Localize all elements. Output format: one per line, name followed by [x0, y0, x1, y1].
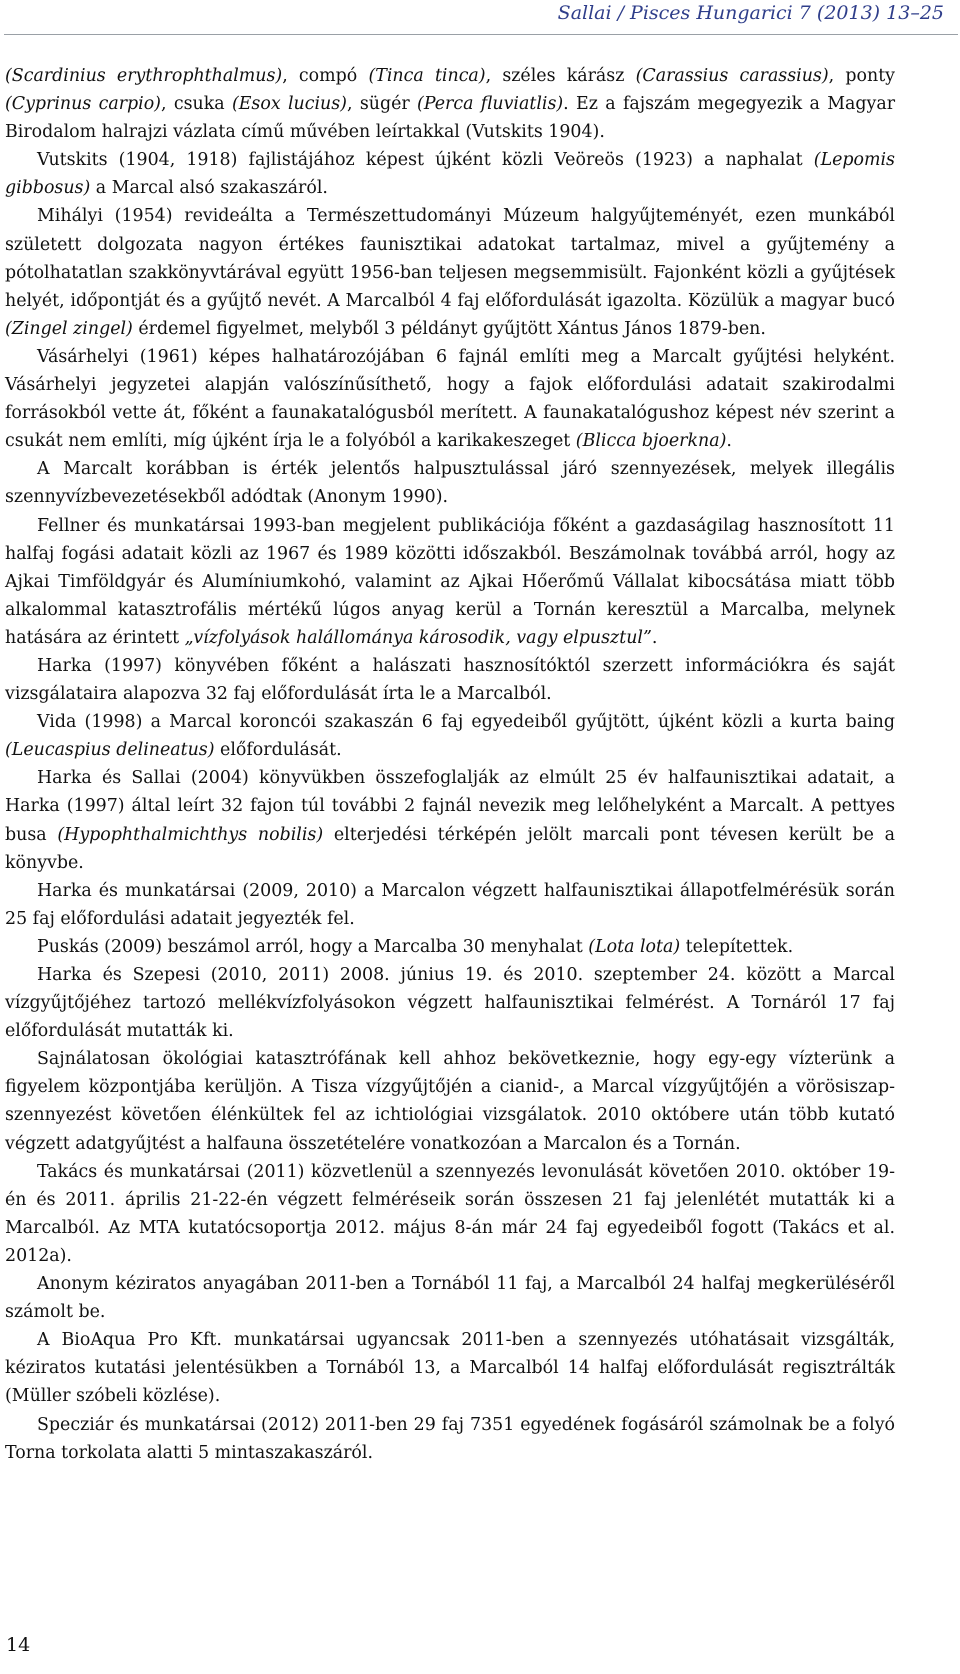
italic-text: (Blicca bjoerkna): [575, 431, 727, 452]
paragraph: [5, 933, 895, 961]
text-run: a Marcal alsó szakaszáról.: [90, 178, 328, 199]
paragraph: [5, 1326, 895, 1410]
text-run: Fellner és munkatársai 1993-ban megjelent publikációja főként a gazdaságilag hasznosított 11 halfaj fogási adatait közli az 1967 és 1989 közötti időszakból. Beszámolnak továbbá arról, hogy az Ajkai Timföldgyár és Alumíniumkohó, valamint az Ajkai Hőerőmű Vállalat kibocsátása miatt több alkalommal katasztrofális mértékű lúgos anyag kerül a Tornán keresztül a Marcalba, melynek hatására az érintett: [5, 515, 895, 648]
italic-text: (Esox lucius): [231, 94, 347, 115]
paragraph: [5, 202, 895, 342]
text-run: Specziár és munkatársai (2012) 2011-ben 29 faj 7351 egyedének fogásáról számolnak be a folyó Torna torkolata alatti 5 mintaszakaszáról.: [5, 1414, 895, 1463]
text-run: Sajnálatosan ökológiai katasztrófának kell ahhoz bekövetkeznie, hogy egy-egy vízterünk a figyelem központjába kerüljön. A Tisza vízgyűjtőjén a cianid-, a Marcal vízgyűjtőjén a vörösiszap-szennyezést követően élénkültek fel az ichtiológiai vizsgálatok. 2010 októbere után több kutató végzett adatgyűjtést a halfauna összetételére vonatkozóan a Marcalon és a Tornán.: [5, 1049, 895, 1154]
paragraph: [5, 146, 895, 202]
paragraph: [5, 877, 895, 933]
italic-text: (Carassius carassius): [635, 66, 829, 86]
paragraph: [5, 708, 895, 764]
italic-text: (Leucaspius delineatus): [5, 740, 215, 761]
paragraph: [5, 961, 895, 1045]
italic-text: „vízfolyások halállománya károsodik, vagy elpusztul”: [184, 627, 652, 648]
paragraph: [5, 764, 895, 876]
text-run: .: [726, 431, 732, 452]
text-run: Puskás (2009) beszámol arról, hogy a Marcalba 30 menyhalat: [37, 936, 589, 957]
italic-text: (Lepomis gibbosus): [5, 150, 895, 199]
italic-text: (Hypophthalmichthys nobilis): [57, 824, 324, 845]
text-run: A Marcalt korábban is érték jelentős halpusztulással járó szennyezések, melyek illegális szennyvízbevezetésekből adódtak (Anonym 1990).: [5, 459, 895, 508]
header-rule: [4, 34, 958, 35]
running-head: Sallai / Pisces Hungarici 7 (2013) 13–25: [557, 2, 944, 24]
text-run: Vutskits (1904, 1918) fajlistájához képest újként közli Veöreös (1923) a naphalat: [37, 150, 814, 171]
paragraph: [5, 1045, 895, 1157]
paragraph: [5, 62, 895, 146]
text-run: érdemel figyelmet, melyből 3 példányt gyűjtött Xántus János 1879-ben.: [132, 318, 766, 339]
paragraph: [5, 1411, 895, 1467]
text-run: Takács és munkatársai (2011) közvetlenül a szennyezés levonulását követően 2010. október 19-én és 2011. április 21-22-én végzett felméréseik során összesen 21 faj jelenlétét mutatták ki a Marcalból. Az MTA kutatócsoportja 2012. május 8-án már 24 faj egyedeiből fogott (Takács et al. 2012a).: [5, 1161, 895, 1266]
text-run: előfordulását.: [214, 740, 342, 761]
text-run: Harka és munkatársai (2009, 2010) a Marcalon végzett halfaunisztikai állapotfelmérésük során 25 faj előfordulási adatait jegyezték fel.: [5, 880, 895, 929]
paragraph: [5, 455, 895, 511]
text-run: A BioAqua Pro Kft. munkatársai ugyancsak 2011-ben a szennyezés utóhatásait vizsgálták, kéziratos kutatási jelentésükben a Tornából 13, a Marcalból 14 halfaj előfordulását regisztrálták (Müller szóbeli közlése).: [5, 1330, 895, 1407]
italic-text: (Tinca tinca): [368, 66, 486, 86]
italic-text: (Lota lota): [588, 936, 681, 957]
text-run: , ponty: [828, 66, 896, 86]
paragraph: [5, 512, 895, 652]
text-run: .: [651, 627, 658, 648]
text-run: , széles kárász: [485, 66, 636, 86]
paragraph: [5, 1270, 895, 1326]
text-run: elterjedési térképén jelölt marcali pont tévesen került be a könyvbe.: [5, 824, 895, 873]
text-run: Harka és Sallai (2004) könyvükben összefoglalják az elmúlt 25 év halfaunisztikai adatait, a Harka (1997) által leírt 32 fajon túl további 2 fajnál nevezik meg lelőhelyként a Marcalt. A pettyes busa: [5, 768, 895, 845]
article-body: [5, 62, 895, 1467]
text-run: . Ez a fajszám megegyezik a Magyar Birodalom halrajzi vázlata című művében leírtakkal (Vutskits 1904).: [5, 94, 896, 143]
paragraph: [5, 1158, 895, 1270]
text-run: , compó: [282, 66, 369, 86]
text-run: Anonym kéziratos anyagában 2011-ben a Tornából 11 faj, a Marcalból 24 halfaj megkerüléséről számolt be.: [5, 1274, 895, 1323]
paragraph: [5, 652, 895, 708]
text-run: Harka és Szepesi (2010, 2011) 2008. június 19. és 2010. szeptember 24. között a Marcal vízgyűjtőjéhez tartozó mellékvízfolyásokon végzett halfaunisztikai felmérést. A Tornáról 17 faj előfordulását mutatták ki.: [5, 965, 895, 1042]
text-run: telepítettek.: [680, 936, 794, 957]
paragraph: [5, 343, 895, 455]
text-run: Vásárhelyi (1961) képes halhatározójában 6 fajnál említi meg a Marcalt gyűjtési helyként. Vásárhelyi jegyzetei alapján valószínűsíthető, hogy a fajok előfordulási adatait szakirodalmi forrásokból vette át, főként a faunakatalógusból merített. A faunakatalógushoz képest név szerint a csukát nem említi, míg újként írja le a folyóból a karikakeszeget: [5, 346, 895, 452]
text-run: , sügér: [346, 94, 418, 115]
italic-text: (Perca fluviatlis): [417, 94, 564, 115]
text-run: Harka (1997) könyvében főként a halászati hasznosítóktól szerzett információkra és saját vizsgálataira alapozva 32 faj előfordulását írta le a Marcalból.: [5, 655, 895, 705]
italic-text: (Zingel zingel): [5, 318, 133, 339]
text-run: , csuka: [160, 94, 232, 115]
text-run: Vida (1998) a Marcal koroncói szakaszán 6 faj egyedeiből gyűjtött, újként közli a kurta baing: [37, 712, 895, 733]
italic-text: (Cyprinus carpio): [5, 94, 161, 115]
page-number: 14: [6, 1634, 31, 1656]
italic-text: (Scardinius erythrophthalmus): [5, 66, 283, 86]
text-run: Mihályi (1954) revideálta a Természettudományi Múzeum halgyűjteményét, ezen munkából született dolgozata nagyon értékes faunisztikai adatokat tartalmaz, mivel a gyűjtemény a pótolhatatlan szakkönyvtárával együtt 1956-ban teljesen megsemmisült. Fajonként közli a gyűjtések helyét, időpontját és a gyűjtő nevét. A Marcalból 4 faj előfordulását igazolta. Közülük a magyar bucó: [5, 206, 895, 311]
